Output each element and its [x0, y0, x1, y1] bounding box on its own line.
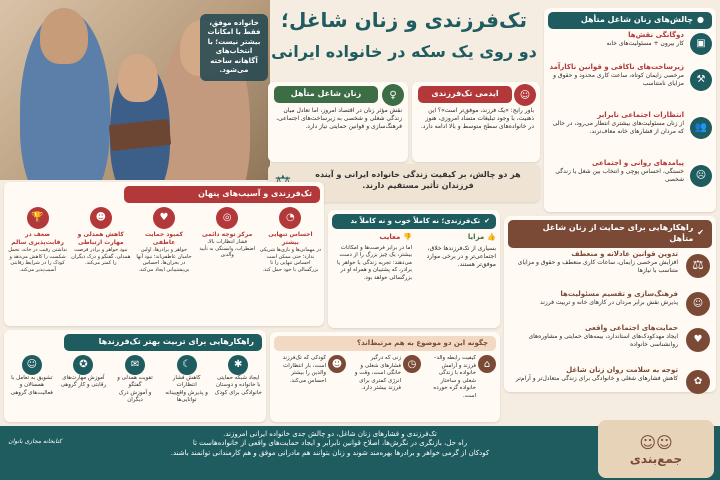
- harm-item: [70, 207, 131, 274]
- medal-icon: ✪: [73, 355, 93, 375]
- harms-title: [124, 186, 320, 203]
- gavel-icon: ⚒: [690, 69, 712, 91]
- businesswoman-icon: ♀: [382, 84, 404, 106]
- cons-label-text: معایب: [379, 233, 401, 242]
- connection-title: [274, 336, 496, 351]
- harms-panel: [4, 182, 324, 326]
- conclusion-line2: راه حل، بازنگری در نگرش‌ها، اصلاح قوانین نابرابر و ایجاد حمایت‌های واقعی از خانواده‌هاست تا: [192, 439, 468, 448]
- support-item: [508, 290, 712, 322]
- title-line1: تک‌فرزندی و زنان شاغل؛: [280, 8, 528, 32]
- support-item-text: کاهش فشارهای شغلی و خانوادگی برای زندگی متعادل‌تر و آرام‌تر: [515, 375, 678, 383]
- support-item-title: فرهنگ‌سازی و تقسیم مسئولیت‌ها: [560, 289, 678, 298]
- parenting-panel: [4, 330, 266, 422]
- support-item-title: تدوین قوانین عادلانه و منعطف: [571, 249, 678, 258]
- support-panel: [504, 216, 716, 392]
- parent-child-icon: ☻: [328, 355, 346, 373]
- support-title: [508, 220, 712, 248]
- connection-list: [270, 355, 500, 400]
- child-head: [118, 54, 158, 102]
- parenting-item-title: ایجاد شبکه حمایتی: [216, 374, 260, 381]
- conclusion-badge: [598, 420, 714, 478]
- parenting-item: [162, 355, 212, 405]
- harm-title: احساس تنهایی بیشتر: [268, 230, 313, 246]
- parenting-item: [59, 355, 109, 405]
- parenting-item-text: و آموزش درک دیگران: [118, 389, 152, 404]
- conclusion-line1: تک‌فرزندی و فشارهای زنان شاغل، دو چالش جدی خانواده ایرانی امروزند.: [223, 430, 437, 438]
- pros-cons-columns: [328, 233, 500, 282]
- connection-item: [349, 355, 421, 400]
- community-icon: ♥: [686, 328, 710, 352]
- working-women-text: نقش مؤثر زنان در اقتصاد امروز، اما تعادل میان زندگی شغلی و شخصی به زیرساخت‌های اجتماعی، فرهنگ‌سازی و قوانین حمایتی نیاز دارد.: [276, 106, 402, 130]
- group-icon: ☻: [90, 207, 112, 229]
- parenting-item: [213, 355, 263, 405]
- family-icon: ☺: [686, 292, 710, 316]
- harm-item: [197, 207, 258, 274]
- title-line2: دو روی یک سکه در خانواده ایرانی: [271, 42, 537, 61]
- conclusion-text: [70, 430, 590, 458]
- harm-text: نبود خواهر و برادر فرصت همدلی، گفتگو و درک دیگران را کمتر می‌کند.: [71, 246, 131, 267]
- harm-title: کمبود حمایت عاطفی: [144, 230, 184, 246]
- challenge-text: کار بیرون + مسئولیت‌های خانه: [606, 40, 684, 48]
- single-child-card: [412, 82, 540, 162]
- parenting-item-text: با خانواده و دوستان خانوادگی برای کودک: [214, 382, 262, 396]
- support-title-text: راهکارهایی برای حمایت از زنان شاغل متأهل: [542, 223, 694, 243]
- challenges-title-text: چالش‌های زنان شاغل متأهل: [580, 15, 694, 24]
- challenge-text: مرخصی زایمان کوتاه، ساعت کاری محدود و حقوق و مزایای نامتناسب: [553, 72, 684, 88]
- pros-cons-panel: [328, 210, 500, 328]
- connection-text: زنی که درگیر فشارهای شغلی و خانگی است، وقت و انرژی کمتری برای فرزند بیشتر دارد.: [354, 355, 401, 392]
- trophy-icon: 🏆: [27, 207, 49, 229]
- challenge-title: انتظارات اجتماعی نابرابر: [597, 110, 684, 119]
- challenges-panel: [544, 8, 716, 212]
- head-icon: ☹: [690, 165, 712, 187]
- thumbs-down-icon: 👎: [403, 233, 412, 242]
- parents-child-icon: ☺: [514, 84, 536, 106]
- challenge-text: خستگی، احساس پوچی و انتخاب بین شغل یا زندگی شخصی: [555, 168, 684, 184]
- parenting-item-title: تقویت همدلی و گفتگو: [117, 374, 153, 389]
- conclusion-line3: کودکان از گرمی خواهر و برادرها بهره‌مند شوند و زنان بتوانند هم مادرانی موفق و هم کارمندانی توانمند باشند.: [170, 448, 490, 457]
- clock-icon: ◷: [403, 355, 421, 373]
- publisher-logo: کتابخانه مجازی بانوان: [8, 438, 62, 445]
- connection-item: [424, 355, 496, 400]
- challenges-title: [548, 12, 712, 29]
- parenting-item-title: تشویق به تعامل با: [11, 374, 53, 381]
- harm-item: [133, 207, 194, 274]
- harm-text: فشار انتظارات بالا، اضطراب، وابستگی به تأیید والدین: [199, 238, 255, 259]
- parenting-list: [4, 355, 266, 405]
- connection-item: [274, 355, 346, 400]
- challenges-icon: ●: [697, 15, 704, 24]
- lonely-child-icon: ◔: [279, 207, 301, 229]
- connection-text: کیفیت رابطه والد–فرزند و آرامش خانواده با زندگی شغلی و ساختار خانواده گره خورده است.: [433, 355, 476, 399]
- pros-cons-title: [332, 214, 496, 229]
- parenting-item: [110, 355, 160, 405]
- cons-text: اما در برابر فرصت‌ها و امکانات بیشتر، یک چیز بزرگ را از دست می‌دهند: تجربه زندگی با خواهر یا برادر، که پشتیبان و همراه او در بزرگسالی خواهد بود.: [336, 244, 412, 281]
- challenge-title: زیرساخت‌های ناکافی و قوانین ناکارآمد: [549, 62, 684, 71]
- support-item: [508, 366, 712, 404]
- working-women-card: [268, 82, 408, 162]
- pros-label: [416, 233, 496, 242]
- working-women-label: زنان شاغل متأهل: [274, 86, 378, 103]
- parenting-item-text: همسالان و فعالیت‌های گروهی: [10, 382, 53, 396]
- pros-label-text: مزایا: [467, 233, 485, 242]
- heart-hands-icon: ♥: [153, 207, 175, 229]
- summary-quote: هر دو چالش، بر کیفیت زندگی خانواده ایرانی و آینده فرزندان تأثیر مستقیم دارند.: [315, 170, 521, 190]
- cons-column: [332, 233, 412, 282]
- single-child-label: ایدمی تک‌فرزندی: [418, 86, 512, 103]
- parenting-item-text: و پذیرش واقع‌بینانه توانایی‌ها: [165, 389, 208, 404]
- thumbs-up-icon: 👍: [487, 233, 496, 242]
- parenting-title-text: راهکارهایی برای تربیت بهتر تک‌فرزندها: [98, 337, 254, 346]
- harm-text: در مهمانی‌ها و بازی‌ها شریکی ندارد؛ حتی ممکن است احساس تنهایی را تا بزرگسالی با خود حمل کند.: [259, 246, 321, 274]
- target-icon: ◎: [216, 207, 238, 229]
- harm-title: کاهش همدلی و مهارت ارتباطی: [77, 230, 124, 246]
- challenge-item: [548, 31, 712, 61]
- challenge-text: از زنان مسئولیت‌های بیشتری انتظار می‌رود، در حالی که مردان از فشارهای خانه معاف‌ترند.: [552, 120, 684, 136]
- harm-title: ضعف در رقابت‌پذیری سالم: [11, 230, 64, 246]
- brain-icon: ✿: [686, 370, 710, 394]
- challenge-title: دوگانگی نقش‌ها: [628, 30, 684, 39]
- conclusion-label: جمع‌بندی: [629, 451, 683, 466]
- chat-icon: ✉: [125, 355, 145, 375]
- harm-item: [7, 207, 68, 274]
- connection-text: کودکی که تک‌فرزند است، بار انتظارات والدین را بیشتر احساس می‌کند.: [282, 355, 326, 384]
- check-icon: ✔: [484, 217, 490, 225]
- support-item: [508, 250, 712, 288]
- parenting-item-title: آموزش مهارت‌های: [62, 374, 105, 381]
- support-item-title: حمایت‌های اجتماعی واقعی: [584, 323, 678, 332]
- briefcase-icon: ▣: [690, 33, 712, 55]
- harm-item: [260, 207, 321, 274]
- challenge-item: [548, 111, 712, 157]
- support-item: [508, 324, 712, 364]
- family-hands-icon: ☺☺: [639, 432, 673, 452]
- network-icon: ✱: [228, 355, 248, 375]
- support-item-text: ایجاد مهدکودک‌های استاندارد، بیمه‌های حمایتی و مشاوره‌های روانشناسی خانواده: [528, 333, 678, 349]
- harm-text: نداشتن رقیب در خانه، تحمل شکست را کاهش می‌دهد و کودک را در شرایط رقابتی آسیب‌پذیر می‌کند.: [8, 246, 67, 274]
- harms-list: [4, 207, 324, 274]
- pros-cons-title-text: تک‌فرزندی؛ نه کاملاً خوب و نه کاملاً بد: [350, 217, 481, 225]
- scales-icon: ⚖: [686, 254, 710, 278]
- parenting-item: [7, 355, 57, 405]
- harms-title-text: تک‌فرزندی و آسیب‌های پنهان: [198, 189, 312, 198]
- parenting-item-text: رقابتی و کار گروهی: [60, 382, 107, 389]
- connection-title-text: چگونه این دو موضوع به هم مرتبط‌اند؟: [357, 339, 488, 347]
- challenge-title: پیامدهای روانی و اجتماعی: [591, 158, 684, 167]
- pros-text: بسیاری از تک‌فرزندها خلاق، اجتماعی‌تر و در برخی موارد موفق‌تر هستند.: [426, 244, 496, 269]
- support-item-text: افزایش مرخصی زایمان، ساعات کاری منعطف و حقوق و مزایای متناسب با نیازها: [517, 259, 678, 275]
- support-icon: ✔: [697, 228, 704, 238]
- photo-caption: خانواده موفق، فقط با امکانات بیشتر نیست؛ با انتخاب‌های آگاهانه ساخته می‌شود.: [200, 14, 268, 81]
- people-icon: 👥: [690, 117, 712, 139]
- connection-panel: [270, 332, 500, 422]
- parenting-title: [64, 334, 262, 351]
- challenge-item: [548, 63, 712, 109]
- challenge-item: [548, 159, 712, 205]
- harm-title: مرکز توجه دائمی: [202, 230, 253, 238]
- parenting-item-title: کاهش فشار انتظارات: [172, 374, 201, 389]
- pros-column: [416, 233, 496, 282]
- cons-label: [332, 233, 412, 242]
- support-item-text: پذیرش نقش برابر مردان در کارهای خانه و تربیت فرزند: [540, 299, 678, 307]
- support-item-title: توجه به سلامت روان زنان شاغل: [566, 365, 678, 374]
- single-child-text: باور رایج: «یک فرزند، موفق‌تر است»؟ این ذهنیت، با وجود تبلیغات متضاد امروزی، هنوز در خانواده‌های سطح متوسط و بالا ادامه دارد.: [420, 106, 534, 130]
- calm-icon: ☾: [177, 355, 197, 375]
- home-icon: ⌂: [478, 355, 496, 373]
- father-head: [40, 8, 88, 64]
- harm-text: خواهر و برادرها، اولین حامیان عاطفی‌اند؛ نبود آنها در بحران‌ها، احساس بی‌پشتیبانی ایجاد می‌کند.: [136, 246, 192, 274]
- kids-icon: ☺: [22, 355, 42, 375]
